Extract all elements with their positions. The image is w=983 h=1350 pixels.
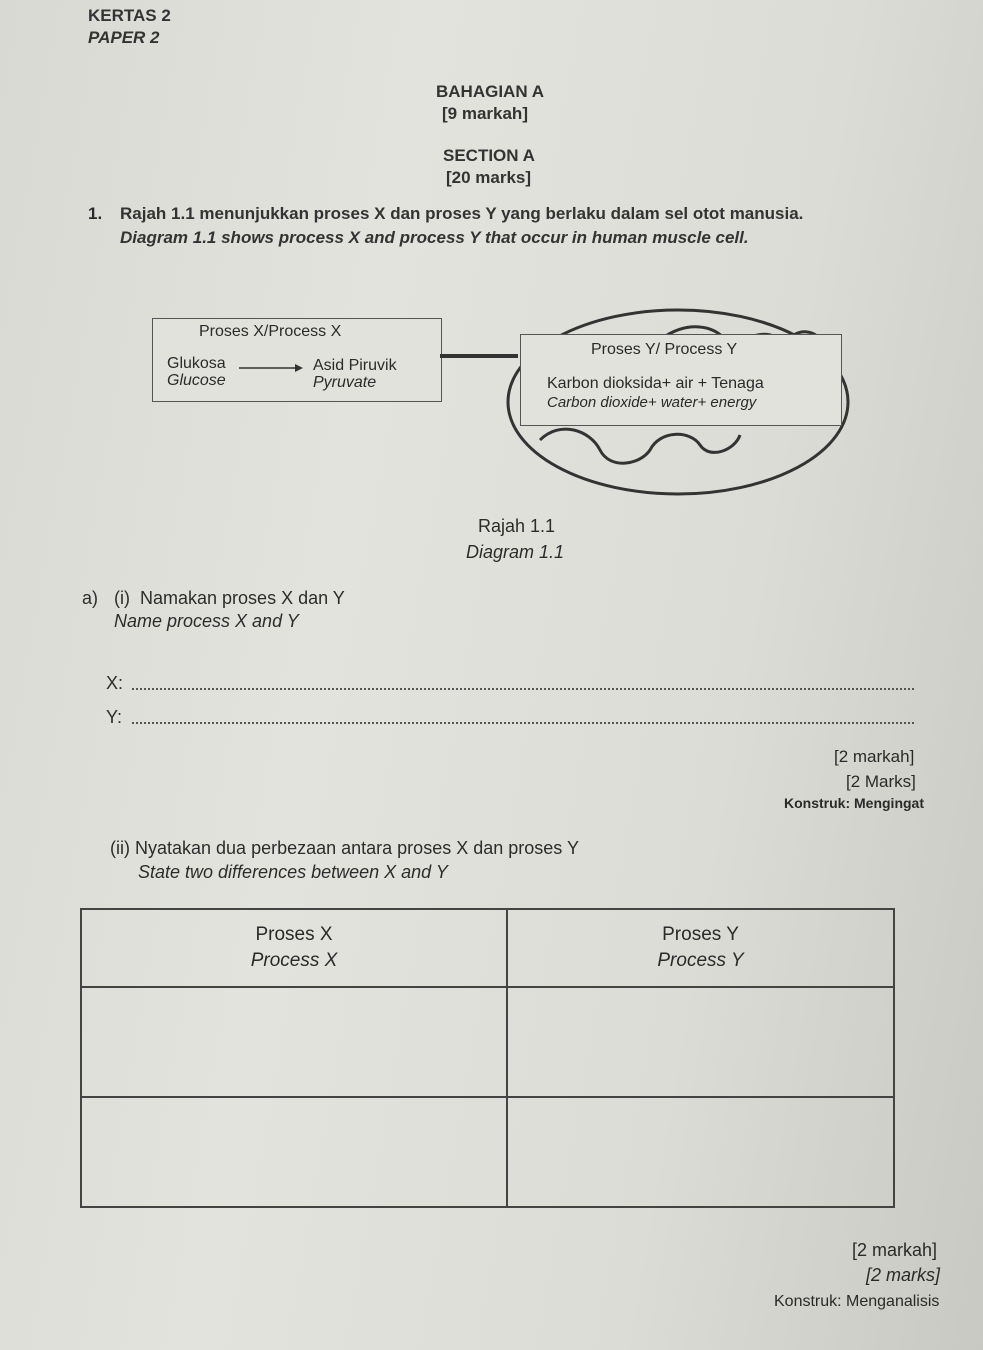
products-en: Carbon dioxide+ water+ energy	[547, 394, 757, 411]
part-a-i-prompt-en: Name process X and Y	[114, 611, 299, 631]
arrow-icon	[239, 363, 303, 373]
table-header-process-x	[81, 909, 507, 987]
process-y-box	[520, 334, 842, 426]
answer-y-line[interactable]	[132, 722, 914, 724]
part-a-i-label: (i)	[114, 588, 130, 608]
paper-code-en: PAPER 2	[88, 28, 160, 47]
construct-a-ii: Konstruk: Menganalisis	[774, 1293, 940, 1310]
section-title-ms: BAHAGIAN A	[436, 82, 544, 101]
marks-a-i-en: [2 Marks]	[846, 772, 916, 791]
products-ms: Karbon dioksida+ air + Tenaga	[547, 375, 764, 392]
col1-en: Process X	[250, 950, 338, 971]
differences-table	[80, 908, 895, 1208]
answer-cell-y-2[interactable]	[507, 1097, 894, 1207]
marks-a-ii-en: [2 marks]	[866, 1265, 941, 1285]
answer-cell-y-1[interactable]	[507, 987, 894, 1097]
diagram-caption-ms: Rajah 1.1	[478, 516, 556, 536]
diagram-caption-en: Diagram 1.1	[466, 542, 565, 562]
col1-ms: Proses X	[255, 924, 333, 945]
question-number: 1.	[88, 204, 103, 223]
question-text-ms: Rajah 1.1 menunjukkan proses X dan proses Y yang berlaku dalam sel otot manusia.	[120, 204, 804, 223]
marks-a-i-ms: [2 markah]	[834, 747, 915, 766]
paper-code-ms: KERTAS 2	[88, 6, 171, 25]
pyruvate-label: Pyruvate	[313, 374, 377, 391]
glukosa-label: Glukosa	[167, 355, 226, 372]
col2-en: Process Y	[657, 950, 744, 971]
section-title-en: SECTION A	[443, 146, 535, 165]
answer-x-line[interactable]	[132, 688, 914, 690]
process-x-box	[152, 318, 442, 402]
question-text-en: Diagram 1.1 shows process X and process Y that occur in human muscle cell.	[120, 228, 749, 247]
marks-a-ii-ms: [2 markah]	[852, 1240, 938, 1260]
part-a-i-prompt-ms: Namakan proses X dan Y	[140, 588, 345, 608]
construct-a-i: Konstruk: Mengingat	[784, 795, 924, 811]
connector-line	[440, 354, 518, 358]
section-marks-ms: [9 markah]	[442, 104, 528, 123]
col2-ms: Proses Y	[662, 924, 739, 945]
answer-x-label: X:	[106, 673, 124, 693]
answer-cell-x-1[interactable]	[81, 987, 507, 1097]
process-x-title: Proses X/Process X	[199, 323, 342, 340]
table-header-process-y	[507, 909, 894, 987]
process-y-title: Proses Y/ Process Y	[591, 341, 738, 358]
answer-y-label: Y:	[106, 707, 123, 727]
answer-cell-x-2[interactable]	[81, 1097, 507, 1207]
section-marks-en: [20 marks]	[446, 168, 532, 187]
part-a-ii-prompt-ms: (ii) Nyatakan dua perbezaan antara proses X dan proses Y	[110, 838, 579, 858]
glucose-label: Glucose	[167, 372, 226, 389]
part-a-ii-prompt-en: State two differences between X and Y	[138, 862, 448, 882]
asid-piruvik-label: Asid Piruvik	[313, 357, 397, 374]
part-a-label: a)	[82, 588, 99, 608]
